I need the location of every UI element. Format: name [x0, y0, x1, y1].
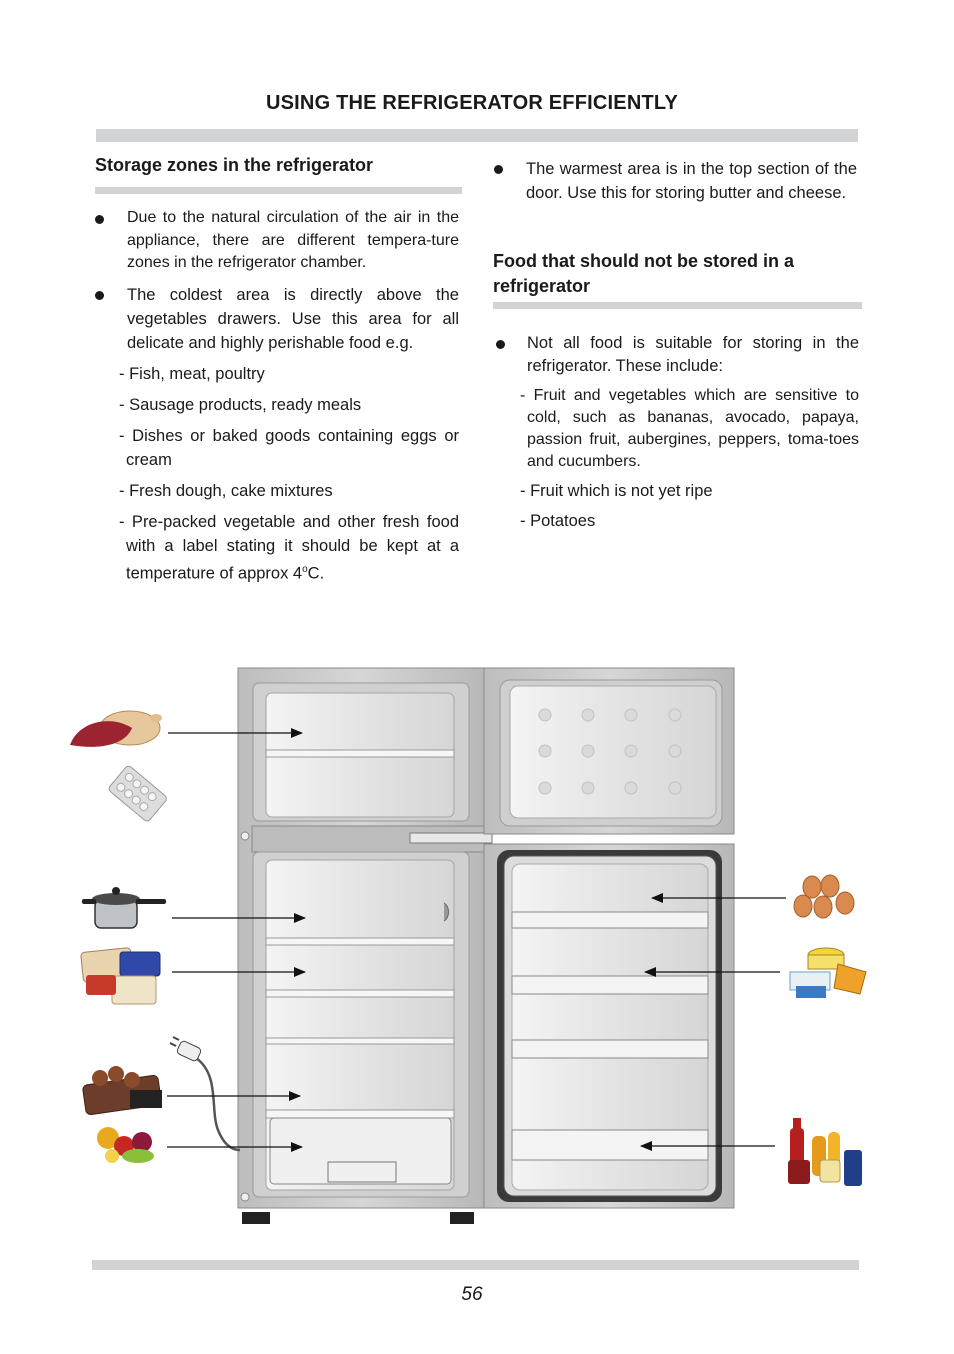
freezer-door [484, 668, 734, 834]
list-item: - Pre-packed vegetable and other fresh food with a label stating it should be kept at a temperature of approx 4$^o$C. [119, 512, 459, 582]
bullet-not-suitable: Not all food is suitable for storing in the refrigerator. These include: [496, 332, 859, 377]
power-plug-icon [170, 1037, 240, 1150]
not-stored-heading: Food that should not be stored in a refrigerator [493, 251, 794, 296]
sausages-icon [82, 1066, 162, 1115]
ready-meals-icon [81, 947, 160, 1004]
page-number: 56 [461, 1284, 483, 1305]
bottles-jars-icon [788, 1118, 862, 1186]
page-title: USING THE REFRIGERATOR EFFICIENTLY [265, 92, 678, 114]
footer-divider [92, 1260, 859, 1270]
list-item: - Sausage products, ready meals [119, 395, 362, 414]
bullet-coldest-area: The coldest area is directly above the vegetables drawers. Use this area for all delicate and highly perishable food e.g. [95, 283, 459, 355]
bullet-air-circulation: Due to the natural circulation of the air in the appliance, there are different tempera-ture zones in the refrigerator chamber. [95, 207, 459, 275]
list-item: - Fresh dough, cake mixtures [119, 481, 333, 500]
list-item: - Dishes or baked goods containing eggs or cream [119, 426, 459, 469]
eggs-icon [794, 875, 854, 918]
list-item: - Potatoes [520, 512, 596, 530]
list-item: - Fish, meat, poultry [119, 364, 265, 383]
egg-tray-icon [108, 765, 168, 823]
bullet-warmest-area: The warmest area is in the top section of the door. Use this for storing butter and cheese. [494, 157, 857, 205]
storage-zones-heading: Storage zones in the refrigerator [95, 155, 374, 175]
fruit-vegetables-icon [97, 1127, 154, 1163]
cooking-pot-icon [82, 887, 166, 928]
butter-cheese-icon [790, 948, 866, 998]
list-item: - Fruit and vegetables which are sensitive to cold, such as bananas, avocado, papaya, passion fruit, aubergines, peppers, toma-toes and cucumbers. [520, 387, 859, 470]
fridge-cabinet [238, 668, 492, 1224]
meat-poultry-icon [70, 711, 162, 747]
list-item: - Fruit which is not yet ripe [520, 482, 713, 500]
